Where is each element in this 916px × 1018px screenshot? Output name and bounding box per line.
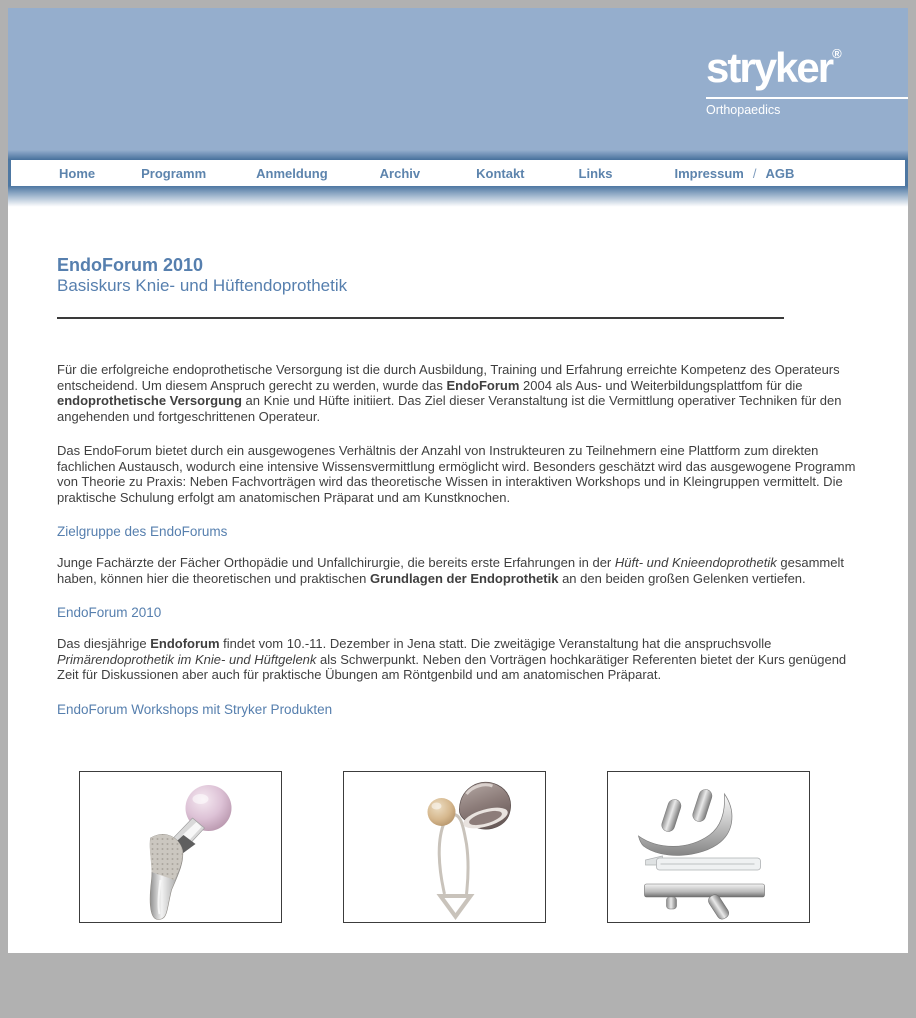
intro-paragraph-2: Das EndoForum bietet durch ein ausgewogenes Verhältnis der Anzahl von Instrukteuren zu Teilnehmern eine Plattform zum direkten fachlichen Austausch, wodurch eine intensive Wissensvermittlung ermöglicht wird. Besonders geschätzt wird das ausgewogene Programm von Theorie zu Praxis: Neben Fachvorträgen wird das theoretische Wissen in interaktiven Workshops und in Kleingruppen vermittelt. Die praktische Schulung erfolgt am anatomischen Präparat und am Kunstknochen. — [57, 443, 856, 505]
section-heading-workshops: EndoForum Workshops mit Stryker Produkten — [57, 701, 333, 717]
main-navigation — [11, 160, 905, 186]
header-fade — [8, 150, 908, 160]
nav-item-programm[interactable]: Programm — [141, 165, 207, 181]
page-subtitle: Basiskurs Knie- und Hüftendoprothetik — [57, 276, 348, 295]
brand-divider — [706, 97, 908, 99]
hip-resurfacing-implant-image — [343, 771, 546, 923]
knee-implant-image — [607, 771, 810, 923]
stryker-logo — [706, 32, 908, 90]
hip-stem-illustration — [80, 772, 281, 922]
nav-item-archiv[interactable]: Archiv — [379, 165, 421, 181]
registered-trademark: ® — [832, 46, 842, 61]
nav-frame — [8, 160, 908, 186]
intro-paragraph-1: Für die erfolgreiche endoprothetische Versorgung ist die durch Ausbildung, Training und Erfahrung erreichte Kompetenz des Operateurs entscheidend. Um diesem Anspruch gerecht zu werden, wurde das EndoForum 2004 als Aus- und Weiterbildungsplattfom für die endoprothetische Versorgung an Knie und Hüfte initiiert. Das Ziel dieser Veranstaltung ist die Vermittlung operativer Techniken für den angehenden und fortgeschrittenen Operateur. — [57, 362, 842, 424]
nav-fade — [8, 186, 908, 212]
page-title: EndoForum 2010 — [57, 255, 204, 275]
division-label: Orthopaedics — [706, 103, 781, 117]
brand-block — [706, 8, 908, 117]
hip-stem-implant-image — [79, 771, 282, 923]
main-content — [8, 212, 908, 953]
nav-item-agb[interactable]: AGB — [765, 165, 795, 181]
nav-item-anmeldung[interactable]: Anmeldung — [256, 165, 328, 181]
header-banner — [8, 8, 908, 150]
nav-item-links[interactable]: Links — [578, 165, 613, 181]
knee-implant-illustration — [608, 772, 809, 922]
nav-separator: / — [752, 165, 757, 181]
hip-resurfacing-illustration — [344, 772, 545, 922]
nav-item-impressum[interactable]: Impressum — [674, 165, 744, 181]
section-heading-endoforum-2010: EndoForum 2010 — [57, 605, 162, 620]
stryker-logo-text: stryker — [706, 44, 833, 91]
page — [8, 8, 908, 953]
zielgruppe-paragraph: Junge Fachärzte der Fächer Orthopädie und Unfallchirurgie, die bereits erste Erfahrungen in der Hüft- und Knieendoprothetik gesammelt haben, können hier die theoretischen und praktischen Grundlagen der Endoprothetik an den beiden großen Gelenken vertiefen. — [57, 555, 844, 586]
title-rule — [57, 317, 784, 319]
section-heading-zielgruppe: Zielgruppe des EndoForums — [57, 524, 228, 539]
nav-item-home[interactable]: Home — [59, 165, 96, 181]
endoforum-2010-paragraph: Das diesjährige Endoforum findet vom 10.-11. Dezember in Jena statt. Die zweitägige Veranstaltung hat die anspruchsvolle Primärendoprothetik im Knie- und Hüftgelenk als Schwerpunkt. Neben den Vorträgen hochkarätiger Referenten bietet der Kurs genügend Zeit für Diskussionen aber auch für praktische Übungen am Röntgenbild und am anatomischen Präparat. — [57, 636, 847, 682]
product-image-row — [79, 771, 869, 923]
nav-item-kontakt[interactable]: Kontakt — [476, 165, 525, 181]
